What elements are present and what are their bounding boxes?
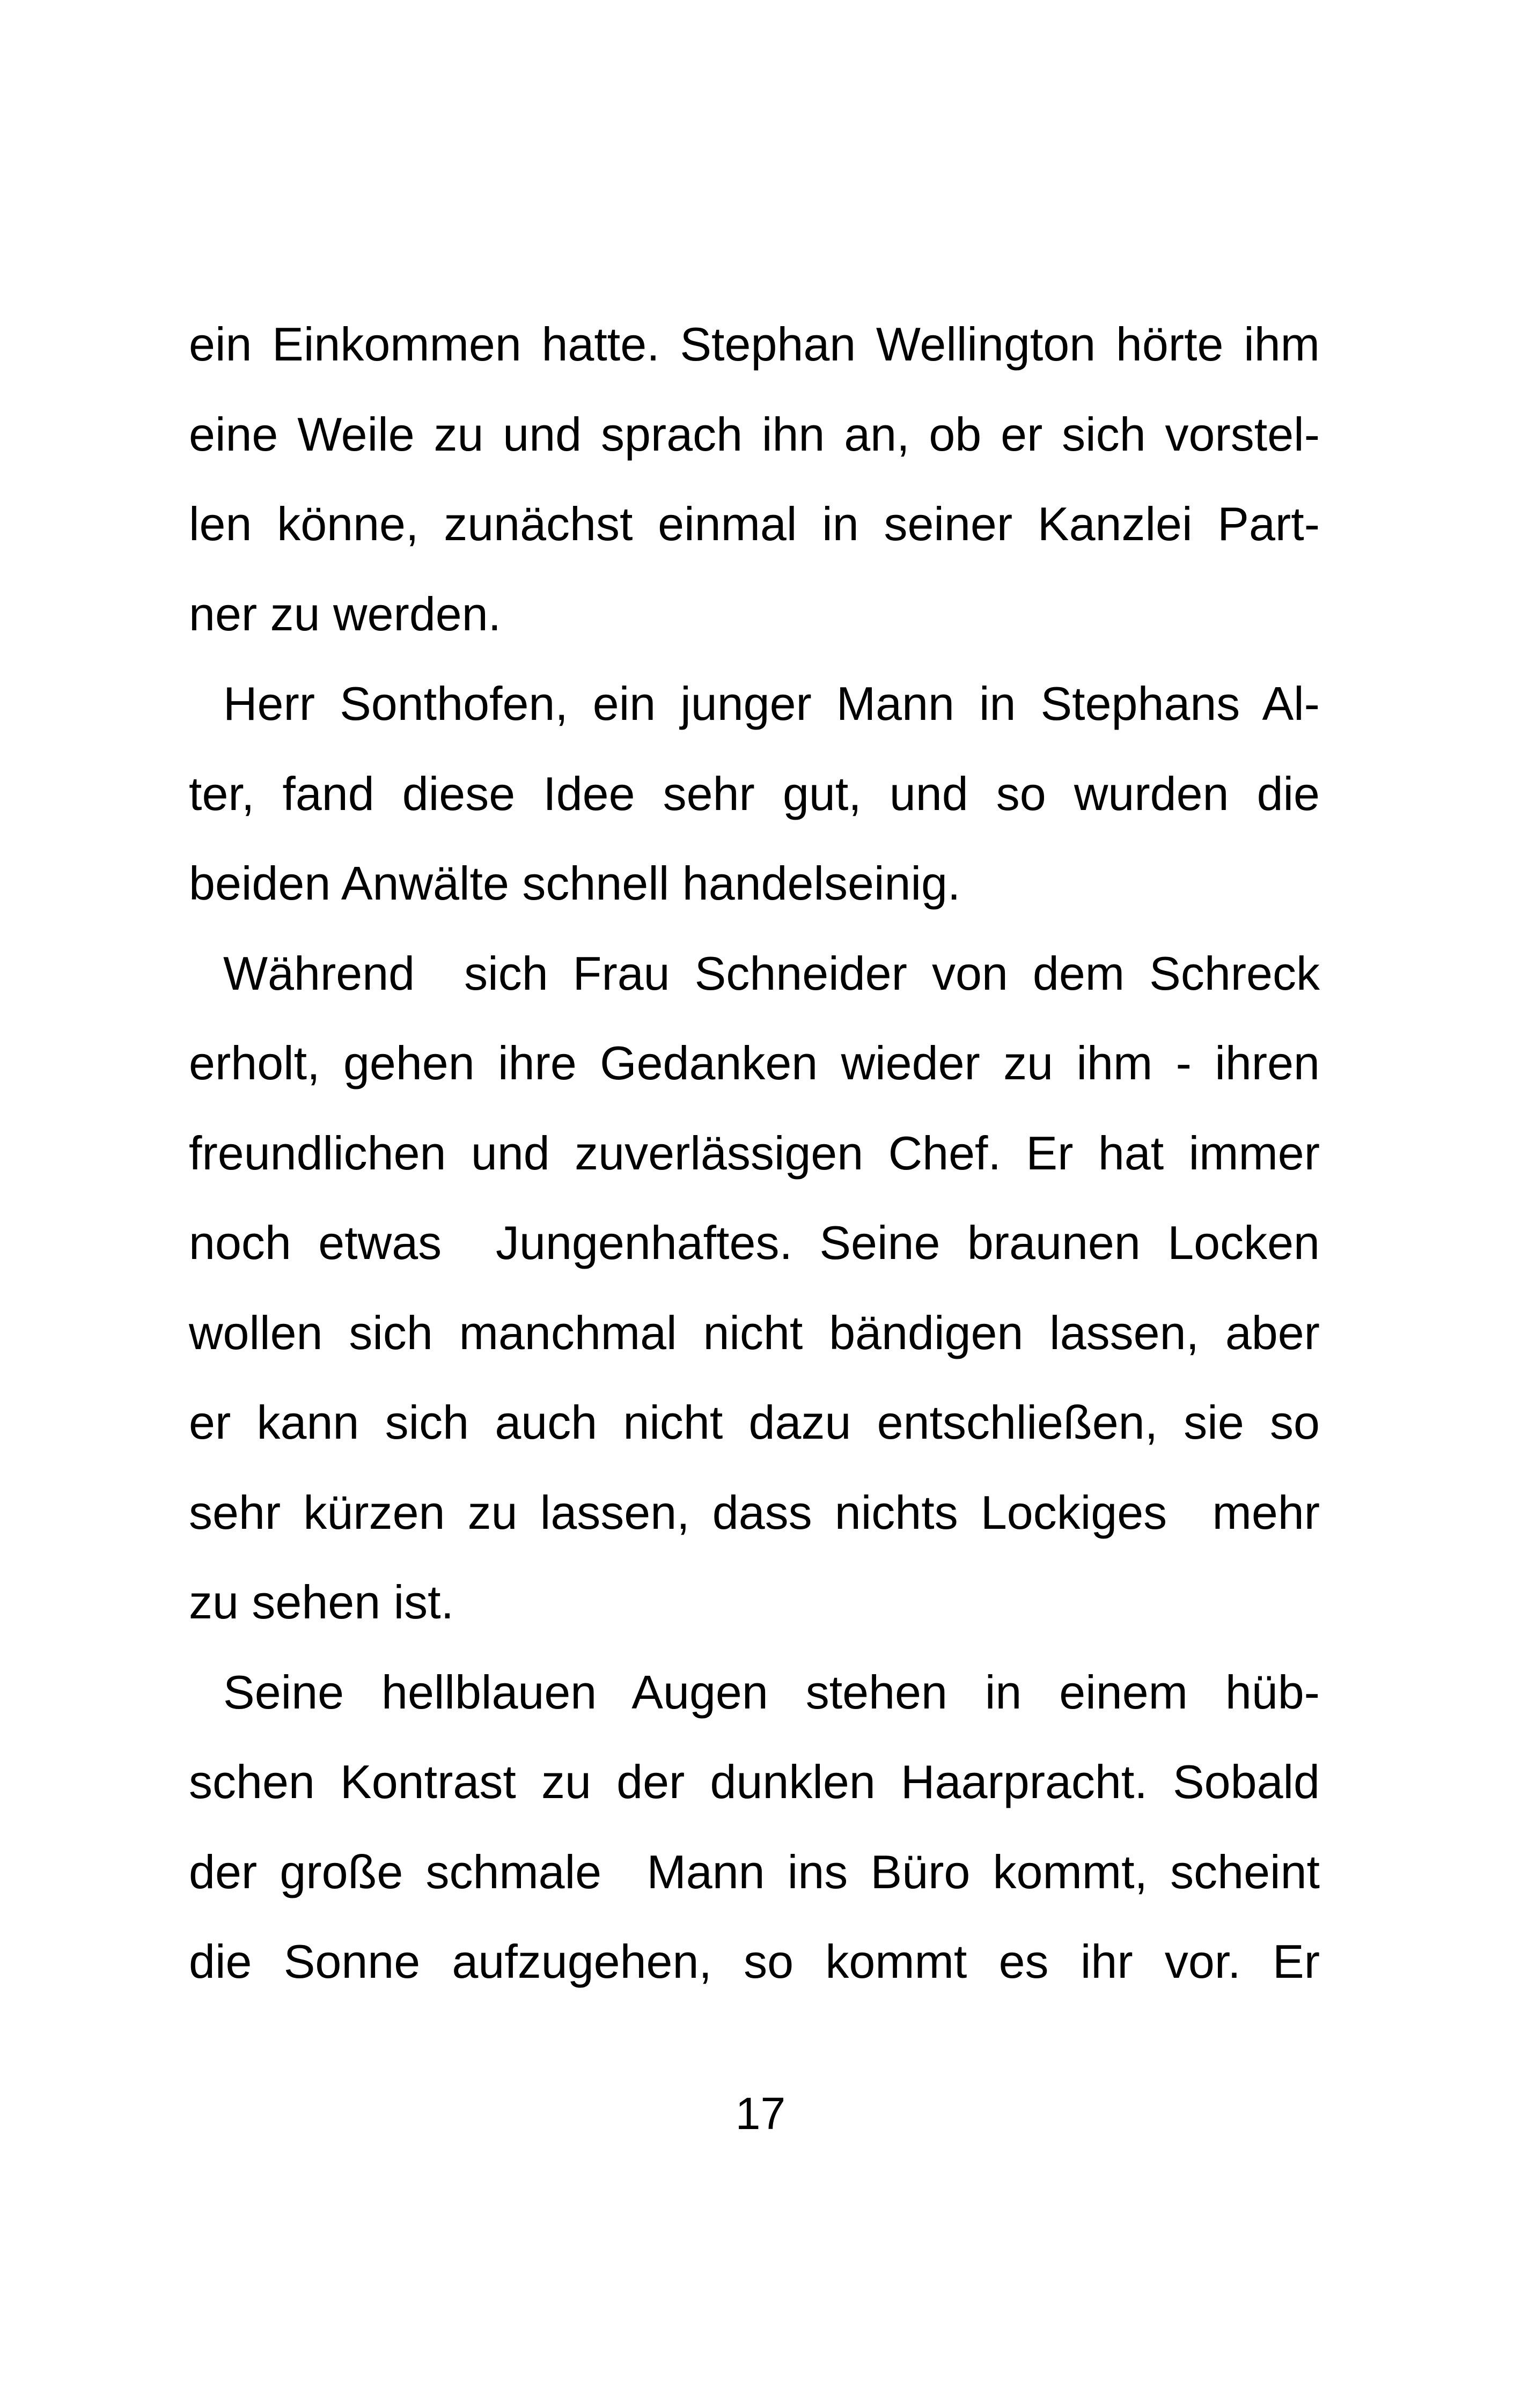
body-text bbox=[189, 307, 1320, 2014]
text-line: noch etwas Jungenhaftes. Seine braunen Locken bbox=[189, 1216, 1320, 1269]
text-line: ter, fand diese Idee sehr gut, und so wurden die bbox=[189, 767, 1320, 820]
text-line: Seine hellblauen Augen stehen in einem hüb- bbox=[223, 1665, 1320, 1719]
text-line: schen Kontrast zu der dunklen Haarpracht. Sobald bbox=[189, 1755, 1320, 1808]
text-line: wollen sich manchmal nicht bändigen lassen, aber bbox=[189, 1306, 1320, 1359]
page-number: 17 bbox=[735, 2088, 786, 2139]
text-line: ner zu werden. bbox=[189, 587, 502, 640]
text-line: ein Einkommen hatte. Stephan Wellington hörte ihm bbox=[189, 318, 1320, 371]
text-line: die Sonne aufzugehen, so kommt es ihr vor. Er bbox=[189, 1935, 1320, 1988]
text-line: erholt, gehen ihre Gedanken wieder zu ihm - ihren bbox=[189, 1036, 1320, 1089]
text-line: zu sehen ist. bbox=[189, 1575, 454, 1629]
text-line: Herr Sonthofen, ein junger Mann in Stephans Al- bbox=[223, 677, 1320, 730]
text-line: der große schmale Mann ins Büro kommt, scheint bbox=[189, 1845, 1320, 1898]
text-line: Während sich Frau Schneider von dem Schreck bbox=[223, 946, 1320, 1000]
text-line: freundlichen und zuverlässigen Chef. Er hat immer bbox=[189, 1126, 1320, 1180]
text-line: beiden Anwälte schnell handelseinig. bbox=[189, 857, 961, 910]
text-line: len könne, zunächst einmal in seiner Kanzlei Part- bbox=[189, 497, 1320, 550]
text-line: eine Weile zu und sprach ihn an, ob er sich vorstel- bbox=[189, 407, 1320, 461]
text-line: er kann sich auch nicht dazu entschließen, sie so bbox=[189, 1396, 1320, 1449]
text-line: sehr kürzen zu lassen, dass nichts Lockiges mehr bbox=[189, 1485, 1320, 1539]
